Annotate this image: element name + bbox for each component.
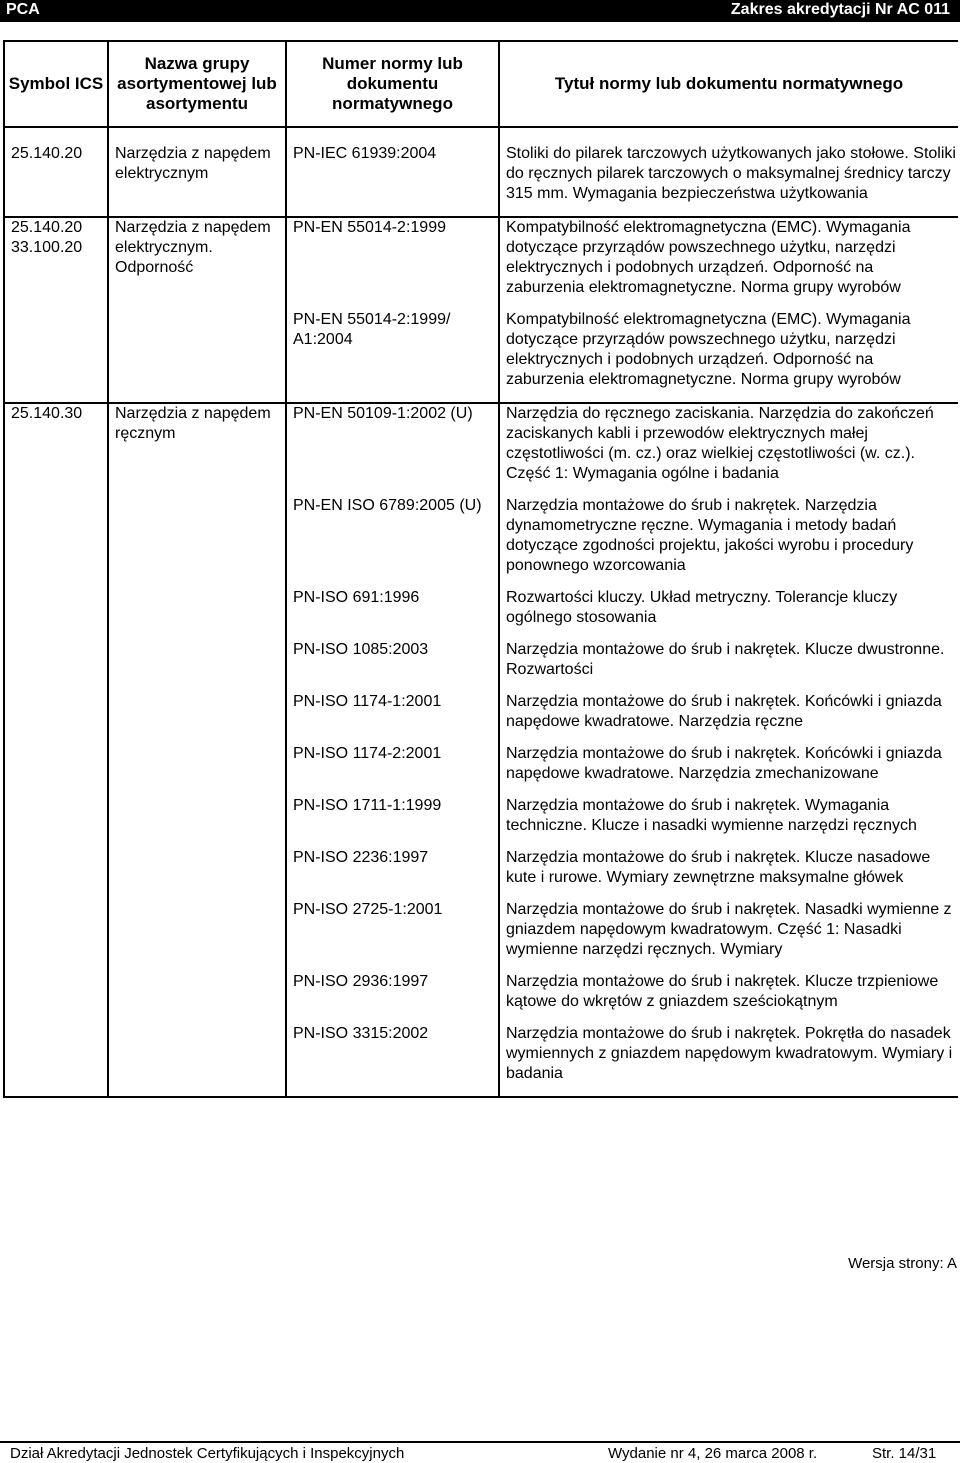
cell-ics <box>4 1024 108 1097</box>
table-row <box>4 744 958 796</box>
cell-title: Rozwartości kluczy. Układ metryczny. Tolerancje kluczy ogólnego stosowania <box>499 588 958 640</box>
cell-title: Kompatybilność elektromagnetyczna (EMC). Wymagania dotyczące przyrządów powszechnego użytku, narzędzi elektrycznych i podobnych urządzeń. Odporność na zaburzenia elektromagnetyczne. Norma grupy wyrobów <box>499 217 958 310</box>
cell-group <box>108 1024 286 1097</box>
cell-title: Narzędzia montażowe do śrub i nakrętek. Klucze nasadowe kute i rurowe. Wymiary zewnętrzne maksymalne główek <box>499 848 958 900</box>
page-footer <box>0 1441 960 1463</box>
cell-standard: PN-ISO 3315:2002 <box>286 1024 499 1097</box>
cell-group <box>108 692 286 744</box>
cell-standard: PN-ISO 691:1996 <box>286 588 499 640</box>
table-row <box>4 848 958 900</box>
cell-standard: PN-ISO 1711-1:1999 <box>286 796 499 848</box>
cell-group <box>108 796 286 848</box>
cell-standard: PN-ISO 1174-1:2001 <box>286 692 499 744</box>
cell-title: Narzędzia montażowe do śrub i nakrętek. Końcówki i gniazda napędowe kwadratowe. Narzędzia ręczne <box>499 692 958 744</box>
cell-group <box>108 640 286 692</box>
table-row <box>4 403 958 496</box>
table-row <box>4 972 958 1024</box>
cell-standard: PN-ISO 2236:1997 <box>286 848 499 900</box>
cell-title: Narzędzia montażowe do śrub i nakrętek. Klucze dwustronne. Rozwartości <box>499 640 958 692</box>
table-row <box>4 310 958 403</box>
cell-title: Narzędzia montażowe do śrub i nakrętek. Pokrętła do nasadek wymiennych z gniazdem napędowym kwadratowym. Wymiary i badania <box>499 1024 958 1097</box>
table-row <box>4 640 958 692</box>
cell-ics: 25.140.20 33.100.20 <box>4 217 108 310</box>
cell-ics: 25.140.30 <box>4 403 108 496</box>
cell-title: Narzędzia montażowe do śrub i nakrętek. Wymagania techniczne. Klucze i nasadki wymienne narzędzi ręcznych <box>499 796 958 848</box>
table-row <box>4 796 958 848</box>
cell-ics <box>4 692 108 744</box>
cell-group <box>108 588 286 640</box>
column-header-ics: Symbol ICS <box>4 41 108 127</box>
cell-group: Narzędzia z napędem elektrycznym <box>108 127 286 217</box>
cell-standard: PN-ISO 1085:2003 <box>286 640 499 692</box>
cell-standard: PN-EN 55014-2:1999/ A1:2004 <box>286 310 499 403</box>
cell-ics <box>4 744 108 796</box>
cell-ics: 25.140.20 <box>4 127 108 217</box>
cell-ics <box>4 796 108 848</box>
column-header-title: Tytuł normy lub dokumentu normatywnego <box>499 41 958 127</box>
cell-standard: PN-EN ISO 6789:2005 (U) <box>286 496 499 588</box>
table-row <box>4 127 958 217</box>
cell-standard: PN-ISO 2725-1:2001 <box>286 900 499 972</box>
cell-ics <box>4 640 108 692</box>
footer-department: Dział Akredytacji Jednostek Certyfikujących i Inspekcyjnych <box>10 1445 405 1462</box>
page-version: Wersja strony: A <box>848 1255 957 1272</box>
cell-title: Narzędzia montażowe do śrub i nakrętek. Klucze trzpieniowe kątowe do wkrętów z gniazdem sześciokątnym <box>499 972 958 1024</box>
footer-edition: Wydanie nr 4, 26 marca 2008 r. <box>608 1445 818 1462</box>
cell-group <box>108 848 286 900</box>
cell-standard: PN-IEC 61939:2004 <box>286 127 499 217</box>
cell-title: Kompatybilność elektromagnetyczna (EMC). Wymagania dotyczące przyrządów powszechnego użytku, narzędzi elektrycznych i podobnych urządzeń. Odporność na zaburzenia elektromagnetyczne. Norma grupy wyrobów <box>499 310 958 403</box>
table-row <box>4 217 958 310</box>
page-header-bar <box>0 0 960 22</box>
cell-title: Narzędzia do ręcznego zaciskania. Narzędzia do zakończeń zaciskanych kabli i przewodów elektrycznych małej częstotliwości (m. cz.) oraz wielkiej częstotliwości (w. cz.). Część 1: Wymagania ogólne i badania <box>499 403 958 496</box>
table-row <box>4 692 958 744</box>
cell-ics <box>4 972 108 1024</box>
cell-standard: PN-ISO 1174-2:2001 <box>286 744 499 796</box>
cell-group: Narzędzia z napędem ręcznym <box>108 403 286 496</box>
cell-ics <box>4 496 108 588</box>
header-org: PCA <box>6 1 40 18</box>
table-row <box>4 496 958 588</box>
cell-title: Narzędzia montażowe do śrub i nakrętek. Końcówki i gniazda napędowe kwadratowe. Narzędzia zmechanizowane <box>499 744 958 796</box>
cell-group: Narzędzia z napędem elektrycznym. Odporność <box>108 217 286 310</box>
column-header-standard: Numer normy lub dokumentu normatywnego <box>286 41 499 127</box>
cell-group <box>108 310 286 403</box>
header-scope-title: Zakres akredytacji Nr AC 011 <box>730 1 950 18</box>
cell-standard: PN-EN 50109-1:2002 (U) <box>286 403 499 496</box>
cell-ics <box>4 588 108 640</box>
column-header-group: Nazwa grupy asortymentowej lub asortymentu <box>108 41 286 127</box>
standards-table <box>3 40 958 1098</box>
cell-title: Narzędzia montażowe do śrub i nakrętek. Narzędzia dynamometryczne ręczne. Wymagania i metody badań dotyczące zgodności projektu, jakości wyrobu i procedury ponownego wzorcowania <box>499 496 958 588</box>
cell-group <box>108 900 286 972</box>
table-header-row <box>4 41 958 127</box>
cell-ics <box>4 848 108 900</box>
cell-standard: PN-EN 55014-2:1999 <box>286 217 499 310</box>
cell-ics <box>4 900 108 972</box>
cell-group <box>108 972 286 1024</box>
cell-title: Narzędzia montażowe do śrub i nakrętek. Nasadki wymienne z gniazdem napędowym kwadratowym. Część 1: Nasadki wymienne narzędzi ręcznych. Wymiary <box>499 900 958 972</box>
cell-standard: PN-ISO 2936:1997 <box>286 972 499 1024</box>
cell-title: Stoliki do pilarek tarczowych użytkowanych jako stołowe. Stoliki do ręcznych pilarek tarczowych o maksymalnej średnicy tarczy 315 mm. Wymagania bezpieczeństwa użytkowania <box>499 127 958 217</box>
cell-group <box>108 496 286 588</box>
cell-ics <box>4 310 108 403</box>
table-row <box>4 588 958 640</box>
table-row <box>4 900 958 972</box>
table-row <box>4 1024 958 1097</box>
cell-group <box>108 744 286 796</box>
footer-page-number: Str. 14/31 <box>872 1445 937 1462</box>
